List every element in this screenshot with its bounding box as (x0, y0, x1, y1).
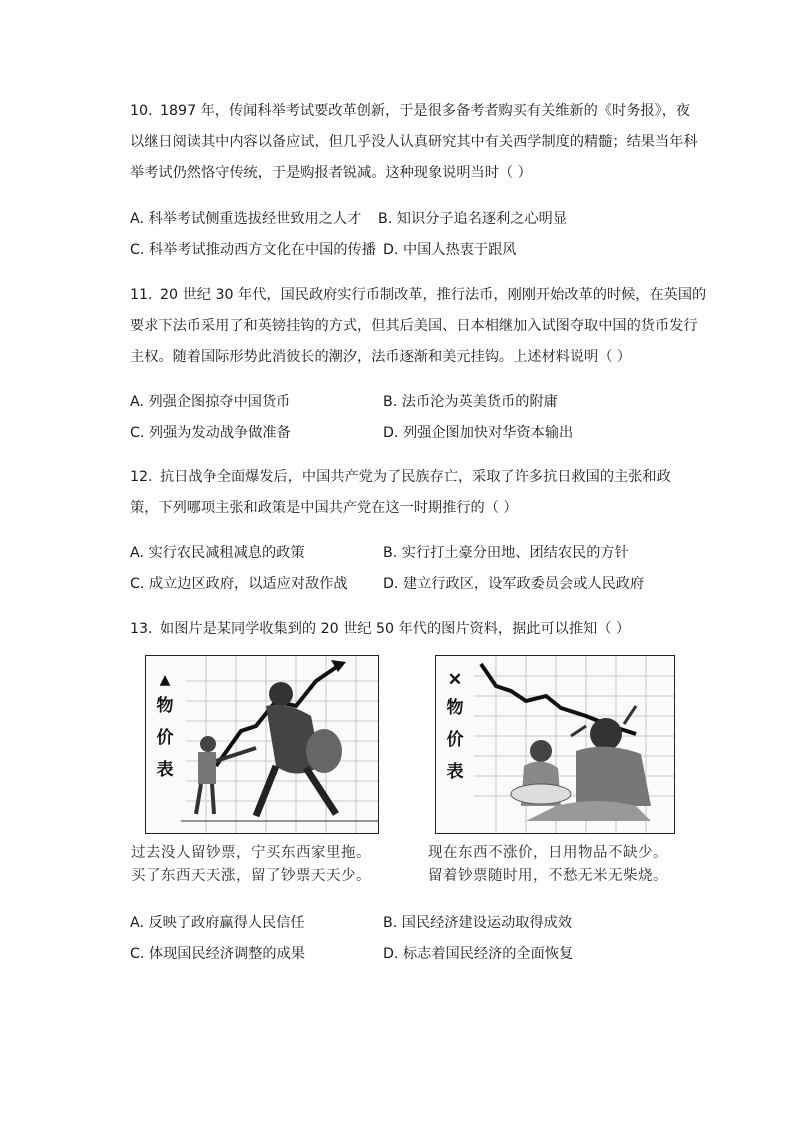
right-caption-line-2: 留着钞票随时用，不愁无米无柴烧。 (428, 868, 668, 884)
left-caption-line-1: 过去没人留钞票，宁买东西家里拖。 (131, 845, 371, 861)
q10-line-2: 以继日阅读其中内容以备应试，但几乎没人认真研究其中有关西学制度的精髓；结果当年科 (130, 134, 698, 150)
q11-option-d[interactable]: D. 列强企图加快对华资本输出 (383, 425, 574, 441)
q12-option-a[interactable]: A. 实行农民减租减息的政策 (130, 545, 305, 561)
q10-option-c[interactable]: C. 科举考试推动西方文化在中国的传播 (130, 242, 376, 258)
q11-option-c[interactable]: C. 列强为发动战争做准备 (130, 425, 291, 441)
q10-line-1 (130, 101, 690, 121)
q11-line-2: 要求下法币采用了和英镑挂钩的方式，但其后美国、日本相继加入试图夺取中国的货币发行 (130, 318, 698, 334)
q13-option-a[interactable]: A. 反映了政府赢得人民信任 (130, 915, 305, 931)
cartoon-left-illustration (146, 656, 378, 833)
q10-option-d[interactable]: D. 中国人热衷于跟风 (383, 242, 517, 258)
left-caption-line-2: 买了东西天天涨，留了钞票天天少。 (131, 868, 371, 884)
cartoon-right-panel (435, 655, 675, 834)
q12-line-2: 策，下列哪项主张和政策是中国共产党在这一时期推行的（ ） (130, 500, 518, 516)
q12-line-1 (130, 467, 671, 487)
q10-line-3: 举考试仍然恪守传统，于是购报者锐减。这种现象说明当时（ ） (130, 165, 532, 181)
q11-option-b[interactable]: B. 法币沦为英美货币的附庸 (383, 394, 558, 410)
q11-line-1-text: 20 世纪 30 年代，国民政府实行币制改革，推行法币，刚刚开始改革的时候，在英国的 (160, 287, 707, 303)
cartoon-right-illustration (436, 656, 674, 833)
q12-number: 12. (130, 469, 153, 485)
q10-option-b[interactable]: B. 知识分子追名逐利之心明显 (378, 211, 568, 227)
right-label-char-1: 物 (446, 698, 464, 718)
q12-option-c[interactable]: C. 成立边区政府，以适应对敌作战 (130, 576, 348, 592)
right-caption-line-1: 现在东西不涨价，日用物品不缺少。 (428, 845, 668, 861)
q10-line-1-text: 1897 年，传闻科举考试要改革创新，于是很多备考者购买有关维新的《时务报》，夜 (160, 103, 691, 119)
right-label-char-2: 价 (446, 730, 464, 750)
q10-option-a[interactable]: A. 科举考试侧重选拔经世致用之人才 (130, 211, 362, 227)
cartoon-left-panel (145, 655, 379, 834)
q12-option-b[interactable]: B. 实行打土豪分田地、团结农民的方针 (383, 545, 629, 561)
q12-line-1-text: 抗日战争全面爆发后，中国共产党为了民族存亡，采取了许多抗日救国的主张和政 (160, 469, 671, 485)
q13-option-b[interactable]: B. 国民经济建设运动取得成效 (383, 915, 573, 931)
left-label-char-1: 物 (156, 696, 174, 716)
left-label-char-3: 表 (156, 760, 174, 780)
q11-number: 11. (130, 287, 153, 303)
right-price-marker: ✕ (447, 670, 463, 690)
q13-stem (130, 619, 630, 639)
q13-stem-text: 如图片是某同学收集到的 20 世纪 50 年代的图片资料，据此可以推知（ ） (160, 621, 631, 637)
q11-line-1 (130, 285, 706, 305)
q11-option-a[interactable]: A. 列强企图掠夺中国货币 (130, 394, 291, 410)
q13-number: 13. (130, 621, 153, 637)
q10-number: 10. (130, 103, 153, 119)
q11-line-3: 主权。随着国际形势此消彼长的潮汐，法币逐渐和美元挂钩。上述材料说明（ ） (130, 349, 632, 365)
left-price-marker: ▲ (159, 672, 171, 688)
q13-option-c[interactable]: C. 体现国民经济调整的成果 (130, 946, 305, 962)
q13-option-d[interactable]: D. 标志着国民经济的全面恢复 (383, 946, 574, 962)
left-label-char-2: 价 (156, 728, 174, 748)
q12-option-d[interactable]: D. 建立行政区，设军政委员会或人民政府 (383, 576, 645, 592)
right-label-char-3: 表 (446, 762, 464, 782)
